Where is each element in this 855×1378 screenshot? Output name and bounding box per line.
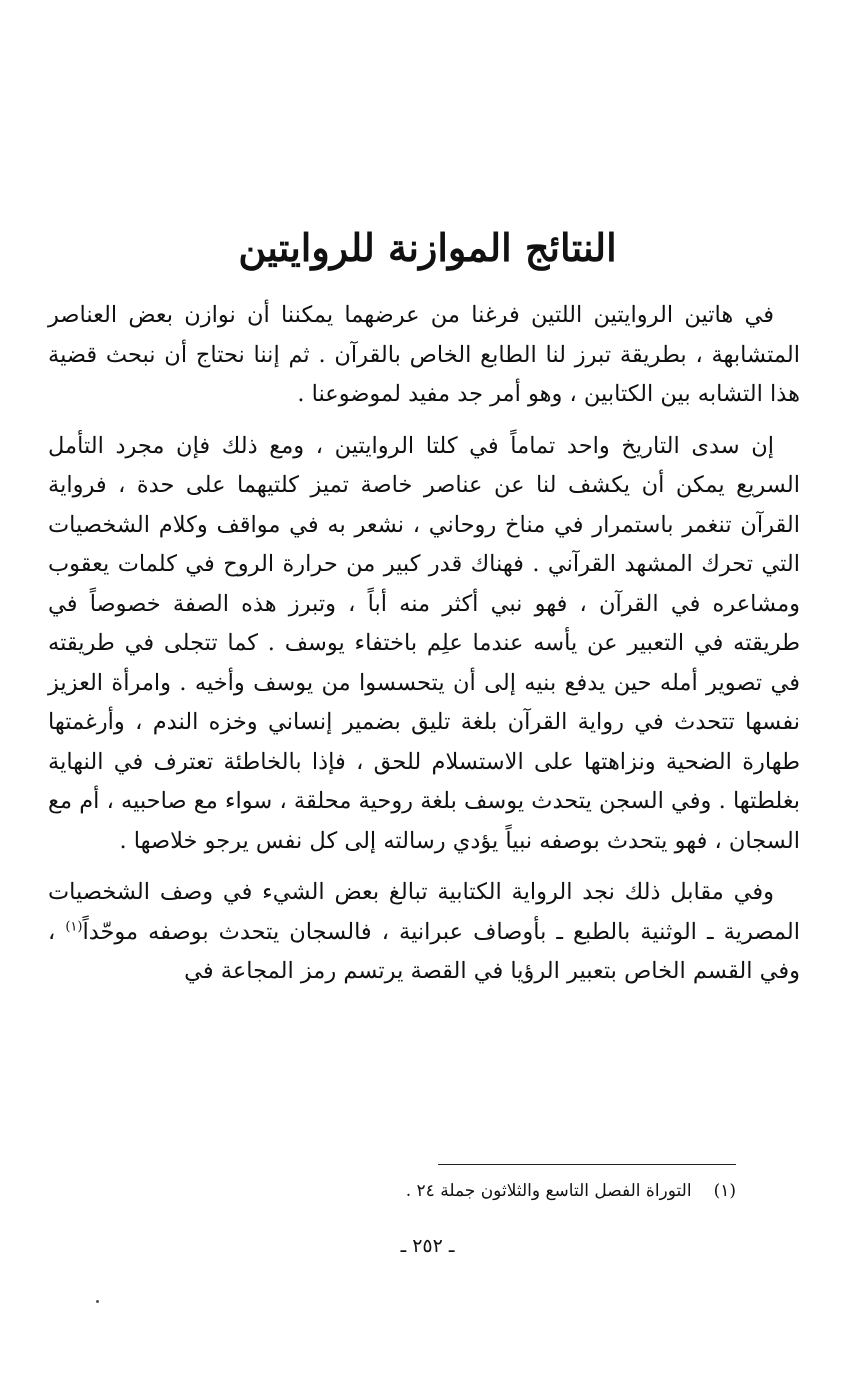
paragraph-3-text-start: وفي مقابل ذلك نجد الرواية الكتابية تبالغ بعض الشيء في وصف الشخصيات المصرية ـ الوثنية بالطبع ـ بأوصاف عبرانية ، فالسجان يتحدث بوصفه موحّداً [48,879,800,945]
footnote [300,1178,736,1204]
paragraph-2: إن سدى التاريخ واحد تماماً في كلتا الروايتين ، ومع ذلك فإن مجرد التأمل السريع يمكن أن يكشف لنا عن عناصر خاصة تميز كلتيهما على حدة ، فرواية القرآن تنغمر باستمرار في مناخ روحاني ، نشعر به في مواقف وكلام الشخصيات التي تحرك المشهد القرآني . فهناك قدر كبير من حرارة الروح في كلمات يعقوب ومشاعره في القرآن ، فهو نبي أكثر منه أباً ، وتبرز هذه الصفة خصوصاً في طريقته في التعبير عن يأسه عندما علِم باختفاء يوسف . كما تتجلى في طريقته في تصوير أمله حين يدفع بنيه إلى أن يتحسسوا من يوسف وأخيه . وامرأة العزيز نفسها تتحدث في رواية القرآن بلغة تليق بضمير إنساني وخزه الندم ، وأرغمتها طهارة الضحية ونزاهتها على الاستسلام للحق ، فإذا بالخاطئة تعترف في النهاية بغلطتها . وفي السجن يتحدث يوسف بلغة روحية محلقة ، سواء مع صاحبيه ، أم مع السجان ، فهو يتحدث بوصفه نبياً يؤدي رسالته إلى كل نفس يرجو خلاصها . [48,432,800,854]
page-number: ـ ٢٥٢ ـ [400,1235,455,1257]
footnote-separator [438,1164,736,1165]
scan-speck [96,1300,99,1303]
body-text [48,296,800,1004]
paragraph-3 [48,873,800,992]
paragraph-1: في هاتين الروايتين اللتين فرغنا من عرضهما يمكننا أن نوازن بعض العناصر المتشابهة ، بطريقة تبرز لنا الطابع الخاص بالقرآن . ثم إننا نحتاج أن نبحث قضية هذا التشابه بين الكتابين ، وهو أمر جد مفيد لموضوعنا . [48,302,800,407]
paragraph-3-text-end: ، وفي القسم الخاص بتعبير الرؤيا في القصة يرتسم رمز المجاعة في [48,918,800,984]
section-heading: النتائج الموازنة للروايتين [238,225,617,270]
footnote-number: (١) [713,1181,736,1201]
footnote-text: التوراة الفصل التاسع والثلاثون جملة ٢٤ . [405,1181,692,1201]
footnote-reference-mark: (١) [65,919,83,934]
